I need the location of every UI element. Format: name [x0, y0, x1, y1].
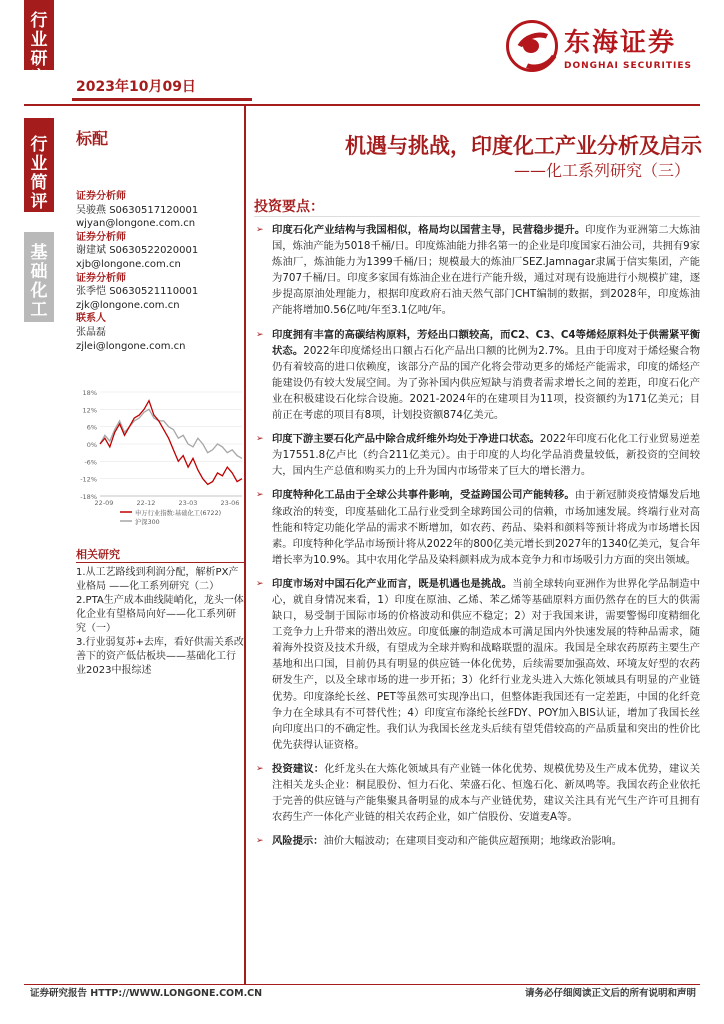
tab-char: 工 — [30, 300, 48, 320]
analyst-name: 谢建斌 — [76, 245, 106, 257]
footer-disclaimer: 请务必仔细阅读正文后的所有说明和声明 — [524, 988, 696, 999]
tab-char: 化 — [30, 281, 48, 301]
key-point-text: 化纤龙头在大炼化领域具有产业链一体化优势、规模优势及生产成本优势，建议关注相关龙头企业：桐昆股份、恒力石化、荣盛石化、恒逸石化、新凤鸣等。我国农药企业依托于完善的供应链与产能集聚具备明显的成本与产业链优势，建议关注具有光气生产许可且拥有农药生产一体化产业链的相关农药企业，如广信股份、安道麦A等。 — [272, 762, 701, 824]
category-tab-industry-review — [24, 118, 54, 212]
key-point-lead: 印度市场对中国石化产业而言，既是机遇也是挑战。 — [272, 577, 513, 590]
analyst-email[interactable]: zjk@longone.com.cn — [76, 299, 180, 311]
brand-name-cn: 东海证券 — [564, 27, 677, 58]
chart-legend — [120, 508, 221, 526]
key-point-lead: 印度下游主要石化产品中除合成纤维外均处于净进口状态。 — [272, 433, 540, 446]
y-tick-label: 6% — [86, 423, 97, 432]
analyst-block — [76, 190, 246, 231]
analyst-email[interactable]: xjb@longone.com.cn — [76, 258, 181, 270]
bullet-arrow-icon: ➢ — [256, 329, 264, 340]
related-heading: 相关研究 — [76, 548, 120, 561]
category-tab-basic-chemicals — [24, 232, 54, 322]
bullet-arrow-icon: ➢ — [256, 763, 264, 774]
investment-advice-paragraph — [256, 761, 700, 825]
analyst-name: 吴骏燕 — [76, 204, 106, 216]
analyst-role: 证券分析师 — [76, 272, 126, 284]
chart-lines — [100, 401, 242, 485]
section-underline — [254, 216, 700, 217]
tab-char: 行 — [30, 135, 48, 155]
key-points — [256, 222, 700, 857]
index-performance-chart — [76, 384, 244, 534]
bullet-arrow-icon: ➢ — [256, 836, 264, 847]
x-tick-label: 22-09 — [94, 499, 114, 507]
tab-char: 行 — [30, 11, 48, 31]
related-item[interactable]: 3.行业弱复苏+去库，看好供需关系改善下的资产低估板块——基础化工行业2023中报综述 — [76, 637, 244, 676]
bullet-arrow-icon: ➢ — [256, 490, 264, 501]
y-tick-label: -12% — [80, 475, 97, 484]
contact-name: 张晶磊 — [76, 326, 106, 338]
related-item[interactable]: 1.从工艺路线到利润分配，解析PX产业格局 ——化工系列研究（二） — [76, 567, 239, 592]
bullet-arrow-icon: ➢ — [256, 578, 264, 589]
report-title: 机遇与挑战，印度化工产业分析及启示 — [345, 134, 702, 158]
y-tick-label: -6% — [84, 458, 97, 467]
legend-label: 沪深300 — [135, 519, 160, 526]
y-tick-label: 18% — [82, 389, 97, 397]
tab-char: 评 — [30, 192, 48, 212]
analyst-cert: S0630517120001 — [109, 204, 199, 216]
bullet-arrow-icon: ➢ — [256, 225, 264, 235]
tab-char: 基 — [30, 243, 48, 263]
analyst-block — [76, 312, 246, 353]
tab-char: 简 — [30, 173, 48, 193]
analyst-block — [76, 272, 246, 313]
key-point-paragraph — [256, 431, 700, 479]
analyst-name: 张季恺 — [76, 286, 106, 298]
related-research — [76, 548, 244, 678]
bullet-arrow-icon: ➢ — [256, 434, 264, 445]
analyst-role: 证券分析师 — [76, 231, 126, 243]
analyst-cert: S0630521110001 — [109, 286, 199, 298]
key-point-paragraph — [256, 576, 700, 753]
y-tick-label: 12% — [82, 406, 97, 415]
x-tick-label: 22-12 — [136, 499, 156, 507]
footer-website[interactable]: 证券研究报告 HTTP://WWW.LONGONE.COM.CN — [30, 988, 263, 999]
analyst-line — [76, 244, 246, 258]
series-line — [100, 409, 242, 458]
logo-emblem-icon — [506, 20, 558, 72]
contact-email[interactable]: zjlei@longone.com.cn — [76, 340, 186, 352]
analyst-cert: S0630522020001 — [109, 245, 199, 257]
key-point-text: 当前全球转向亚洲作为世界化学品制造中心，就自身情况来看，1）印度在原油、乙烯、苯乙烯等基础原料方面仍然存在的巨大的供需缺口，易受制于国际市场的价格波动和供应不稳定；2）对于我国来讲，需要警惕印度精细化工竞争力上升带来的潜出效应。印度低廉的制造成本可满足国内外快速发展的特种品需求，随着海外投资及技术升级，有望成为全球并购和战略联盟的温床。我国是全球农药原药主要生产基地和出口国，目前仍具有明显的供应链一体化优势，后续需要加强高效、环境友好型的农药研发生产，以及全球市场的进一步开拓；3）化纤行业龙头进入大炼化领域具有明显的产业链优势。印度涤纶长丝、PET等虽然可实现净出口，但整体距我国还有一定差距，中国的化纤竞争力在全球具有不可替代性；4）印度宣布涤纶长丝FDY、POY加入BIS认证，增加了我国长丝向印度出口的不确定性。我们认为我国长丝龙头后续有望凭借较高的产品质量和突出的性价比优先获得认证资格。 — [272, 577, 701, 751]
rating-label: 标配 — [76, 129, 109, 148]
tab-char: 业 — [30, 30, 48, 50]
analyst-line — [76, 285, 246, 299]
key-point-lead: 风险提示： — [272, 835, 324, 848]
analyst-list — [76, 190, 246, 353]
section-heading: 投资要点： — [254, 199, 324, 215]
chart-ticks — [80, 389, 239, 507]
brand-logo — [506, 20, 692, 72]
report-subtitle: ——化工系列研究（三） — [513, 161, 690, 180]
date-underline — [72, 98, 252, 101]
tab-char: 究 — [30, 68, 48, 88]
key-point-lead: 投资建议： — [272, 762, 325, 775]
category-tab-industry-research — [24, 0, 54, 88]
key-point-lead: 印度石化产业结构与我国相似，格局均以国营主导，民营稳步提升。 — [272, 224, 586, 236]
tab-char: 础 — [30, 262, 48, 282]
x-tick-label: 23-06 — [220, 499, 240, 507]
analyst-email[interactable]: wjyan@longone.com.cn — [76, 218, 196, 230]
key-point-text: 油价大幅波动；在建项目变动和产能供应超预期；地缘政治影响。 — [323, 835, 623, 848]
y-tick-label: 0% — [86, 441, 97, 449]
analyst-line — [76, 204, 246, 218]
key-point-text: 由于新冠肺炎疫情爆发后地缘政治的转变，印度基础化工品行业受到全球跨国公司的信赖，市场加速发展。终端行业对高性能和特定功能化学品的需求不断增加，如农药、药品、染料和颜料等预计将成为市场增长因素。印度特种化学品市场预计将从2022年的800亿美元增长到2027年的1340亿美元，复合年增长率为10.9%。其中农用化学品及染料颜料成为成本竞争力和市场吸引力方面的突出领域。 — [272, 489, 701, 566]
series-line — [100, 401, 242, 485]
risk-warning-paragraph — [256, 833, 700, 849]
key-point-text: 2022年印度烯烃出口额占石化产品出口额的比例为2.7%。且由于印度对于烯烃聚合物仍有着较高的进口依赖度，该部分产品的国产化将会带动更多的烯烃产能需求，印度的烯烃产能建设仍有较大发展空间。为了弥补国内供应短缺与消费者需求增长之间的差距，印度石化产业在积极建设石化综合设施。2021-2024年的在建项目为11项，投资额约为171亿美元；目前正在考虑的项目有8项，计划投资额874亿美元。 — [272, 344, 700, 422]
key-point-paragraph — [256, 222, 700, 319]
report-date: 2023年10月09日 — [76, 79, 196, 95]
x-tick-label: 23-03 — [178, 499, 198, 507]
header-divider — [24, 104, 700, 106]
key-point-paragraph — [256, 327, 700, 424]
tab-char: 研 — [30, 49, 48, 69]
key-point-text: 2022年印度石化化工行业贸易逆差为17551.8亿卢比（约合211亿美元）。由于印度的人均化学品消费量较低，新投资的空间较大，国内生产总值和购买力的上升为国内市场带来了巨大的增长潜力。 — [272, 433, 700, 478]
key-point-paragraph — [256, 487, 700, 567]
key-point-text: 印度作为亚洲第二大炼油国，炼油产能为5018千桶/日。印度炼油能力排名第一的企业是印度国家石油公司，共拥有9家炼油厂，炼油能力为1399千桶/日；规模最大的炼油厂SEZ.Jamnagar隶属于信实集团，产能为707千桶/日。印度多家国有炼油企业在进行产能升级，通过对现有设施进行小规模扩建，逐步提高原油处理能力，根据印度政府石油天然气部门CHT编制的数据，到2028年，印度炼油产能将增加0.56亿吨/年至3.1亿吨/年。 — [272, 224, 701, 317]
key-point-lead: 印度拥有丰富的高碳结构原料，芳烃出口额较高，而C2、C3、C4等烯烃原料处于供需紧平衡状态。 — [272, 328, 700, 357]
tab-char: 业 — [30, 154, 48, 174]
contact-role: 联系人 — [76, 313, 106, 325]
y-tick-label: -18% — [80, 493, 97, 501]
analyst-block — [76, 231, 246, 272]
related-item[interactable]: 2.PTA生产成本曲线陡峭化，龙头一体化企业有望格局向好——化工系列研究（一） — [76, 595, 244, 634]
key-point-lead: 印度特种化工品由于全球公共事件影响，受益跨国公司产能转移。 — [272, 489, 575, 502]
analyst-role: 证券分析师 — [76, 191, 126, 202]
legend-label: 申万行业指数:基础化工(6722) — [135, 510, 222, 517]
brand-name-en: DONGHAI SECURITIES — [564, 60, 692, 71]
